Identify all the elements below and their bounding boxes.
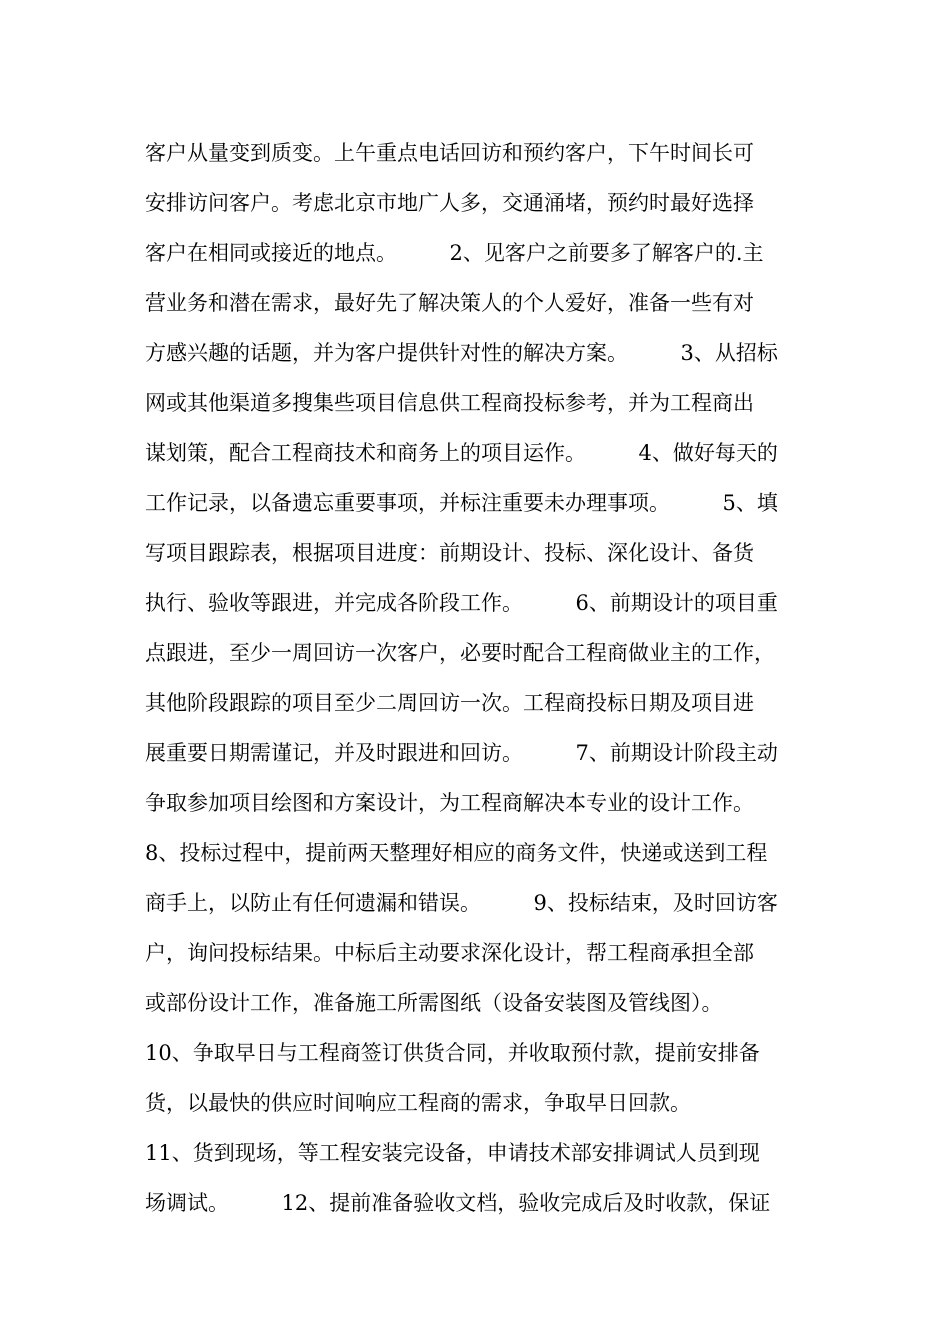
text-line: 写项目跟踪表，根据项目进度：前期设计、投标、深化设计、备货 [145, 541, 754, 565]
text-line: 场调试。 12、提前准备验收文档，验收完成后及时收款，保证 [145, 1191, 771, 1215]
text-line: 客户在相同或接近的地点。 2、见客户之前要多了解客户的.主 [145, 241, 764, 265]
text-line: 11、货到现场，等工程安装完设备，申请技术部安排调试人员到现 [145, 1141, 760, 1165]
text-line: 点跟进，至少一周回访一次客户，必要时配合工程商做业主的工作， [145, 641, 775, 665]
text-line: 工作记录，以备遗忘重要事项，并标注重要未办理事项。 5、填 [145, 491, 778, 515]
text-line: 10、争取早日与工程商签订供货合同，并收取预付款，提前安排备 [145, 1041, 760, 1065]
text-line: 安排访问客户。考虑北京市地广人多，交通涌堵，预约时最好选择 [145, 191, 754, 215]
text-line: 或部份设计工作，准备施工所需图纸（设备安装图及管线图）。 [145, 991, 723, 1015]
text-line: 商手上，以防止有任何遗漏和错误。 9、投标结束，及时回访客 [145, 891, 778, 915]
text-line: 营业务和潜在需求，最好先了解决策人的个人爱好，准备一些有对 [145, 291, 754, 315]
text-line: 网或其他渠道多搜集些项目信息供工程商投标参考，并为工程商出 [145, 391, 754, 415]
text-line: 户，询问投标结果。中标后主动要求深化设计，帮工程商承担全部 [145, 941, 754, 965]
text-line: 其他阶段跟踪的项目至少二周回访一次。工程商投标日期及项目进 [145, 691, 754, 715]
text-line: 8、投标过程中，提前两天整理好相应的商务文件，快递或送到工程 [145, 841, 768, 865]
text-line: 争取参加项目绘图和方案设计，为工程商解决本专业的设计工作。 [145, 791, 754, 815]
text-line: 方感兴趣的话题，并为客户提供针对性的解决方案。 3、从招标 [145, 341, 778, 365]
text-line: 客户从量变到质变。上午重点电话回访和预约客户，下午时间长可 [145, 141, 754, 165]
body-text [145, 128, 810, 1228]
text-line: 执行、验收等跟进，并完成各阶段工作。 6、前期设计的项目重 [145, 591, 778, 615]
text-line: 谋划策，配合工程商技术和商务上的项目运作。 4、做好每天的 [145, 441, 778, 465]
text-line: 展重要日期需谨记，并及时跟进和回访。 7、前期设计阶段主动 [145, 741, 778, 765]
text-line: 货，以最快的供应时间响应工程商的需求，争取早日回款。 [145, 1091, 691, 1115]
